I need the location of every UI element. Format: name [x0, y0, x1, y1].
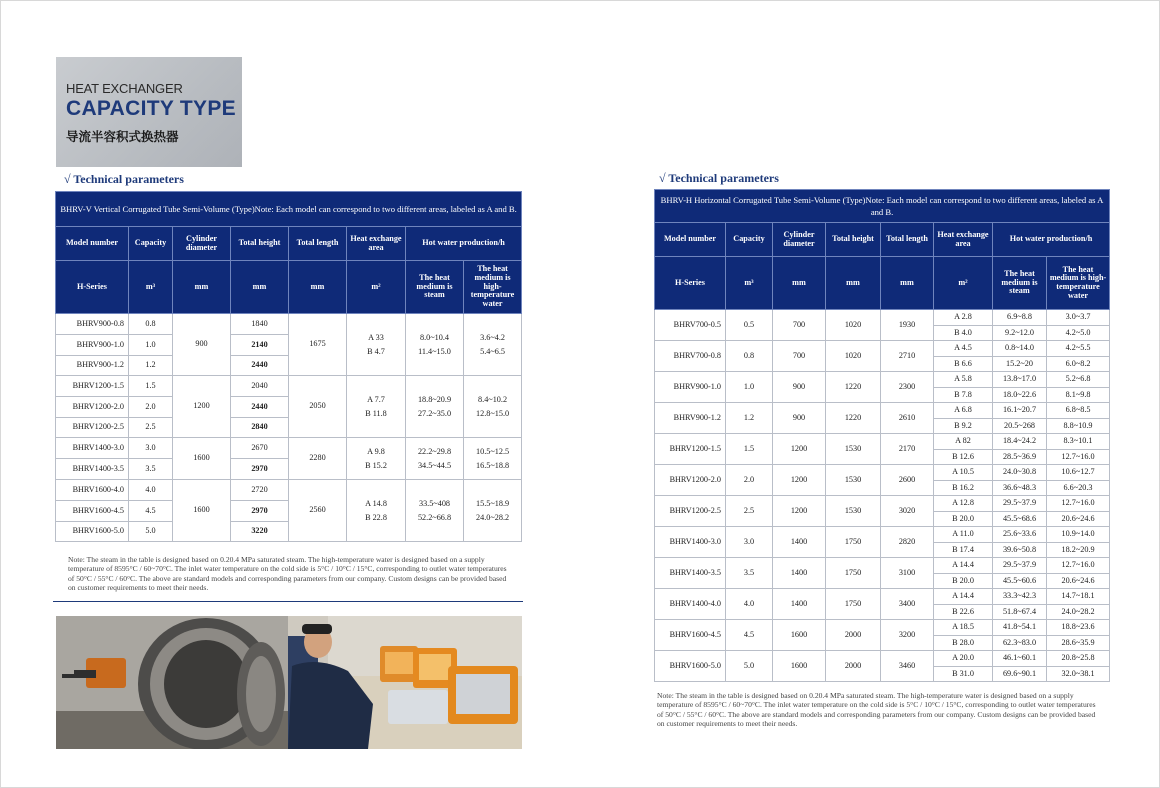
- height-cell: 2140: [231, 335, 289, 356]
- title-line-2: CAPACITY TYPE: [66, 97, 236, 120]
- table-row: [655, 589, 1110, 605]
- hot-a: 6.8~8.5: [1047, 403, 1110, 419]
- area-a: A 14.4: [934, 558, 993, 574]
- area-b: B 12.6: [934, 450, 993, 465]
- steam-a: 6.9~8.8: [993, 310, 1047, 326]
- steam-b: 69.6~90.1: [993, 667, 1047, 682]
- steam-a: 41.8~54.1: [993, 620, 1047, 636]
- steam-a: 46.1~60.1: [993, 651, 1047, 667]
- hot-b: 4.2~5.0: [1047, 326, 1110, 341]
- hd-steam: The heat medium is steam: [993, 257, 1047, 310]
- hot-b: 8.1~9.8: [1047, 388, 1110, 403]
- hd-unit-m3: m³: [726, 257, 773, 310]
- hd-cylinder: Cylinder diameter: [173, 227, 231, 261]
- hot-b: 18.2~20.9: [1047, 543, 1110, 558]
- model-cell: BHRV1600-5.0: [655, 651, 726, 682]
- hot-a: 14.7~18.1: [1047, 589, 1110, 605]
- length-cell: 2610: [881, 403, 934, 434]
- area-a: A 2.8: [934, 310, 993, 326]
- area-b: B 4.0: [934, 326, 993, 341]
- length-cell: 2300: [881, 372, 934, 403]
- area-a: A 9.8: [367, 446, 385, 456]
- diameter-cell: 700: [773, 310, 826, 341]
- hotwater-cell: [464, 438, 522, 480]
- area-b: B 15.2: [365, 460, 387, 470]
- capacity-cell: 3.0: [726, 527, 773, 558]
- hd-capacity: Capacity: [726, 223, 773, 257]
- table-row: [655, 620, 1110, 636]
- area-a: A 12.8: [934, 496, 993, 512]
- title-block: [56, 57, 242, 167]
- capacity-cell: 2.5: [129, 418, 173, 438]
- hd-capacity: Capacity: [129, 227, 173, 261]
- hot-a: 12.7~16.0: [1047, 558, 1110, 574]
- hot-b: 20.6~24.6: [1047, 574, 1110, 589]
- hd-unit-mm: mm: [881, 257, 934, 310]
- left-section-title: √ Technical parameters: [64, 172, 184, 186]
- area-a: A 14.8: [365, 498, 387, 508]
- capacity-cell: 4.0: [129, 480, 173, 501]
- area-b: B 22.6: [934, 605, 993, 620]
- hd-hotwater: Hot water production/h: [993, 223, 1110, 257]
- diameter-cell: 1400: [773, 558, 826, 589]
- capacity-cell: 1.5: [726, 434, 773, 465]
- model-cell: BHRV900-1.0: [655, 372, 726, 403]
- model-cell: BHRV1400-4.0: [655, 589, 726, 620]
- capacity-cell: 1.0: [726, 372, 773, 403]
- table-row: [655, 403, 1110, 419]
- area-b: B 17.4: [934, 543, 993, 558]
- hot-b: 6.0~8.2: [1047, 357, 1110, 372]
- model-cell: BHRV1400-3.0: [56, 438, 129, 459]
- model-cell: BHRV1200-2.5: [56, 418, 129, 438]
- steam-a: 29.5~37.9: [993, 558, 1047, 574]
- capacity-cell: 4.5: [129, 501, 173, 522]
- height-cell: 1530: [826, 434, 881, 465]
- capacity-cell: 5.0: [726, 651, 773, 682]
- area-a: A 82: [934, 434, 993, 450]
- model-cell: BHRV900-1.2: [56, 356, 129, 376]
- steam-cell: [406, 376, 464, 438]
- area-b: B 7.8: [934, 388, 993, 403]
- height-cell: 1750: [826, 527, 881, 558]
- height-cell: 2970: [231, 501, 289, 522]
- model-cell: BHRV900-0.8: [56, 314, 129, 335]
- steam-cell: [406, 438, 464, 480]
- hot-a: 3.6~4.2: [480, 332, 505, 342]
- hd-unit-m3: m³: [129, 261, 173, 314]
- steam-cell: [406, 480, 464, 542]
- area-b: B 22.8: [365, 512, 387, 522]
- model-cell: BHRV1200-1.5: [56, 376, 129, 397]
- length-cell: 3460: [881, 651, 934, 682]
- area-cell: [347, 314, 406, 376]
- capacity-cell: 2.0: [129, 397, 173, 418]
- table-row: [655, 341, 1110, 357]
- capacity-cell: 0.8: [129, 314, 173, 335]
- hd-unit-mm: mm: [173, 261, 231, 314]
- hd-area: Heat exchange area: [347, 227, 406, 261]
- hot-a: 15.5~18.9: [476, 498, 510, 508]
- capacity-cell: 3.5: [129, 459, 173, 480]
- hot-a: 8.3~10.1: [1047, 434, 1110, 450]
- steam-b: 27.2~35.0: [417, 408, 452, 418]
- steam-a: 24.0~30.8: [993, 465, 1047, 481]
- diameter-cell: 1200: [773, 496, 826, 527]
- area-b: B 9.2: [934, 419, 993, 434]
- hd-length: Total length: [289, 227, 347, 261]
- area-b: B 20.0: [934, 512, 993, 527]
- table-row: [655, 434, 1110, 450]
- height-cell: 2440: [231, 397, 289, 418]
- height-cell: 1220: [826, 403, 881, 434]
- hot-a: 5.2~6.8: [1047, 372, 1110, 388]
- hot-b: 5.4~6.5: [480, 346, 505, 356]
- model-cell: BHRV1600-4.5: [56, 501, 129, 522]
- hot-a: 18.8~23.6: [1047, 620, 1110, 636]
- hd-hotwater: Hot water production/h: [406, 227, 522, 261]
- diameter-cell: 700: [773, 341, 826, 372]
- steam-b: 9.2~12.0: [993, 326, 1047, 341]
- length-cell: 1675: [289, 314, 347, 376]
- length-cell: 2280: [289, 438, 347, 480]
- right-table-caption: BHRV-H Horizontal Corrugated Tube Semi-Volume (Type)Note: Each model can correspond to two different areas, labeled as A and B.: [655, 190, 1110, 223]
- hd-series: H-Series: [56, 261, 129, 314]
- model-cell: BHRV1200-2.0: [655, 465, 726, 496]
- height-cell: 1840: [231, 314, 289, 335]
- steam-a: 25.6~33.6: [993, 527, 1047, 543]
- table-row: [655, 558, 1110, 574]
- steam-b: 39.6~50.8: [993, 543, 1047, 558]
- model-cell: BHRV900-1.0: [56, 335, 129, 356]
- table-row: [655, 465, 1110, 481]
- area-b: B 4.7: [367, 346, 385, 356]
- diameter-cell: 1600: [773, 651, 826, 682]
- capacity-cell: 0.8: [726, 341, 773, 372]
- hotwater-cell: [464, 314, 522, 376]
- height-cell: 2000: [826, 620, 881, 651]
- hot-b: 24.0~28.2: [1047, 605, 1110, 620]
- hot-b: 24.0~28.2: [476, 512, 510, 522]
- model-cell: BHRV900-1.2: [655, 403, 726, 434]
- area-a: A 14.4: [934, 589, 993, 605]
- steam-a: 18.4~24.2: [993, 434, 1047, 450]
- title-line-1: HEAT EXCHANGER: [66, 81, 183, 96]
- diameter-cell: 1400: [773, 527, 826, 558]
- hot-b: 12.8~15.0: [476, 408, 510, 418]
- diameter-cell: 1200: [173, 376, 231, 438]
- divider-line: [53, 601, 523, 602]
- steam-b: 34.5~44.5: [417, 460, 452, 470]
- title-line-3: 导流半容积式换热器: [66, 129, 179, 144]
- capacity-cell: 1.2: [129, 356, 173, 376]
- hot-a: 10.9~14.0: [1047, 527, 1110, 543]
- steam-b: 15.2~20: [993, 357, 1047, 372]
- area-a: A 4.5: [934, 341, 993, 357]
- length-cell: 2170: [881, 434, 934, 465]
- hd-unit-mm: mm: [231, 261, 289, 314]
- right-note: Note: The steam in the table is designed based on 0.20.4 MPa saturated steam. The high-temperature water is designed based on a supply temperature of 8595°C / 60~70°C. The inlet water temperature on the cold side is 5°C / 10°C / 15°C, corresponding to outlet water temperatures of 50°C / 55°C / 60°C. The above are standard models and corresponding parameters from our company. Custom designs can be provided based on customer requirements to meet their needs.: [657, 691, 1096, 729]
- area-a: A 20.0: [934, 651, 993, 667]
- height-cell: 2440: [231, 356, 289, 376]
- hd-steam: The heat medium is steam: [406, 261, 464, 314]
- capacity-cell: 1.5: [129, 376, 173, 397]
- height-cell: 1020: [826, 341, 881, 372]
- hd-hightemp: The heat medium is high-temperature water: [464, 261, 522, 314]
- hot-b: 32.0~38.1: [1047, 667, 1110, 682]
- hot-a: 3.0~3.7: [1047, 310, 1110, 326]
- steam-a: 33.5~408: [418, 498, 451, 508]
- model-cell: BHRV1200-2.0: [56, 397, 129, 418]
- length-cell: 2560: [289, 480, 347, 542]
- hd-unit-mm: mm: [289, 261, 347, 314]
- model-cell: BHRV1600-4.5: [655, 620, 726, 651]
- height-cell: 1530: [826, 496, 881, 527]
- hd-height: Total height: [231, 227, 289, 261]
- height-cell: 2670: [231, 438, 289, 459]
- right-table-body: [655, 310, 1110, 682]
- hot-b: 20.6~24.6: [1047, 512, 1110, 527]
- steam-b: 20.5~268: [993, 419, 1047, 434]
- capacity-cell: 4.0: [726, 589, 773, 620]
- model-cell: BHRV1200-1.5: [655, 434, 726, 465]
- steam-a: 18.8~20.9: [417, 394, 452, 404]
- hot-a: 4.2~5.5: [1047, 341, 1110, 357]
- table-row: [655, 310, 1110, 326]
- diameter-cell: 1600: [173, 438, 231, 480]
- steam-a: 13.8~17.0: [993, 372, 1047, 388]
- length-cell: 3020: [881, 496, 934, 527]
- hd-series: H-Series: [655, 257, 726, 310]
- hd-unit-m2: m²: [934, 257, 993, 310]
- capacity-cell: 2.0: [726, 465, 773, 496]
- height-cell: 1020: [826, 310, 881, 341]
- model-cell: BHRV1200-2.5: [655, 496, 726, 527]
- model-cell: BHRV700-0.8: [655, 341, 726, 372]
- height-cell: 2970: [231, 459, 289, 480]
- diameter-cell: 1600: [173, 480, 231, 542]
- diameter-cell: 1200: [773, 434, 826, 465]
- model-cell: BHRV700-0.5: [655, 310, 726, 341]
- steam-a: 0.8~14.0: [993, 341, 1047, 357]
- hot-b: 28.6~35.9: [1047, 636, 1110, 651]
- steam-a: 22.2~29.8: [417, 446, 452, 456]
- table-row: [655, 651, 1110, 667]
- height-cell: 2720: [231, 480, 289, 501]
- area-cell: [347, 480, 406, 542]
- hotwater-cell: [464, 376, 522, 438]
- table-row: [655, 496, 1110, 512]
- steam-b: 45.5~68.6: [993, 512, 1047, 527]
- left-table-caption: BHRV-V Vertical Corrugated Tube Semi-Volume (Type)Note: Each model can correspond to two different areas, labeled as A and B.: [56, 192, 522, 227]
- capacity-cell: 1.2: [726, 403, 773, 434]
- length-cell: 2710: [881, 341, 934, 372]
- steam-b: 51.8~67.4: [993, 605, 1047, 620]
- capacity-cell: 1.0: [129, 335, 173, 356]
- right-section-title: √ Technical parameters: [659, 171, 779, 185]
- height-cell: 1530: [826, 465, 881, 496]
- hd-unit-mm: mm: [826, 257, 881, 310]
- area-cell: [347, 376, 406, 438]
- steam-b: 18.0~22.6: [993, 388, 1047, 403]
- area-a: A 18.5: [934, 620, 993, 636]
- table-row: [655, 372, 1110, 388]
- hd-area: Heat exchange area: [934, 223, 993, 257]
- height-cell: 2840: [231, 418, 289, 438]
- height-cell: 2040: [231, 376, 289, 397]
- length-cell: 2820: [881, 527, 934, 558]
- left-spec-table: [55, 191, 522, 542]
- model-cell: BHRV1400-3.0: [655, 527, 726, 558]
- steam-b: 45.5~60.6: [993, 574, 1047, 589]
- hd-unit-mm: mm: [773, 257, 826, 310]
- diameter-cell: 1600: [773, 620, 826, 651]
- model-cell: BHRV1400-3.5: [56, 459, 129, 480]
- hd-height: Total height: [826, 223, 881, 257]
- hot-a: 10.5~12.5: [476, 446, 510, 456]
- length-cell: 3100: [881, 558, 934, 589]
- hd-hightemp: The heat medium is high-temperature water: [1047, 257, 1110, 310]
- model-cell: BHRV1400-3.5: [655, 558, 726, 589]
- hotwater-cell: [464, 480, 522, 542]
- length-cell: 1930: [881, 310, 934, 341]
- capacity-cell: 0.5: [726, 310, 773, 341]
- length-cell: 3200: [881, 620, 934, 651]
- length-cell: 2600: [881, 465, 934, 496]
- area-b: B 20.0: [934, 574, 993, 589]
- steam-a: 16.1~20.7: [993, 403, 1047, 419]
- height-cell: 2000: [826, 651, 881, 682]
- model-cell: BHRV1600-5.0: [56, 522, 129, 542]
- diameter-cell: 1400: [773, 589, 826, 620]
- right-spec-table: [654, 189, 1110, 682]
- hot-a: 12.7~16.0: [1047, 496, 1110, 512]
- hot-a: 8.4~10.2: [478, 394, 508, 404]
- capacity-cell: 2.5: [726, 496, 773, 527]
- area-b: B 28.0: [934, 636, 993, 651]
- capacity-cell: 5.0: [129, 522, 173, 542]
- height-cell: 1220: [826, 372, 881, 403]
- capacity-cell: 4.5: [726, 620, 773, 651]
- hot-b: 6.6~20.3: [1047, 481, 1110, 496]
- hd-model: Model number: [56, 227, 129, 261]
- diameter-cell: 900: [773, 403, 826, 434]
- capacity-cell: 3.5: [726, 558, 773, 589]
- area-b: B 16.2: [934, 481, 993, 496]
- steam-b: 36.6~48.3: [993, 481, 1047, 496]
- area-b: B 31.0: [934, 667, 993, 682]
- diameter-cell: 1200: [773, 465, 826, 496]
- capacity-cell: 3.0: [129, 438, 173, 459]
- hot-b: 8.8~10.9: [1047, 419, 1110, 434]
- table-row: [655, 527, 1110, 543]
- steam-a: 8.0~10.4: [420, 332, 449, 342]
- area-b: B 11.8: [365, 408, 387, 418]
- hd-cylinder: Cylinder diameter: [773, 223, 826, 257]
- tube-bundle-illustration: [56, 616, 288, 749]
- model-cell: BHRV1600-4.0: [56, 480, 129, 501]
- steam-b: 11.4~15.0: [418, 346, 451, 356]
- length-cell: 2050: [289, 376, 347, 438]
- diameter-cell: 900: [173, 314, 231, 376]
- length-cell: 3400: [881, 589, 934, 620]
- hd-model: Model number: [655, 223, 726, 257]
- hd-unit-m2: m²: [347, 261, 406, 314]
- hot-b: 12.7~16.0: [1047, 450, 1110, 465]
- hd-length: Total length: [881, 223, 934, 257]
- area-a: A 7.7: [367, 394, 385, 404]
- steam-b: 62.3~83.0: [993, 636, 1047, 651]
- hot-a: 20.8~25.8: [1047, 651, 1110, 667]
- area-a: A 10.5: [934, 465, 993, 481]
- height-cell: 1750: [826, 589, 881, 620]
- steam-cell: [406, 314, 464, 376]
- area-cell: [347, 438, 406, 480]
- area-b: B 6.6: [934, 357, 993, 372]
- area-a: A 33: [368, 332, 384, 342]
- steam-b: 28.5~36.9: [993, 450, 1047, 465]
- hot-b: 16.5~18.8: [476, 460, 510, 470]
- area-a: A 6.8: [934, 403, 993, 419]
- steam-a: 29.5~37.9: [993, 496, 1047, 512]
- left-note: Note: The steam in the table is designed based on 0.20.4 MPa saturated steam. The high-temperature water is designed based on a supply temperature of 8595°C / 60~70°C. The inlet water temperature on the cold side is 5°C / 10°C / 15°C, corresponding to outlet water temperatures of 50°C / 55°C / 60°C. The above are standard models and corresponding parameters from our company. Custom designs can be provided based on customer requirements to meet their needs.: [68, 555, 507, 593]
- area-a: A 5.8: [934, 372, 993, 388]
- area-a: A 11.0: [934, 527, 993, 543]
- height-cell: 3220: [231, 522, 289, 542]
- corrugated-tube-photo: [56, 616, 288, 749]
- height-cell: 1750: [826, 558, 881, 589]
- hot-a: 10.6~12.7: [1047, 465, 1110, 481]
- steam-b: 52.2~66.8: [417, 512, 452, 522]
- diameter-cell: 900: [773, 372, 826, 403]
- technician-illustration: [288, 616, 522, 749]
- technician-testing-photo: [288, 616, 522, 749]
- steam-a: 33.3~42.3: [993, 589, 1047, 605]
